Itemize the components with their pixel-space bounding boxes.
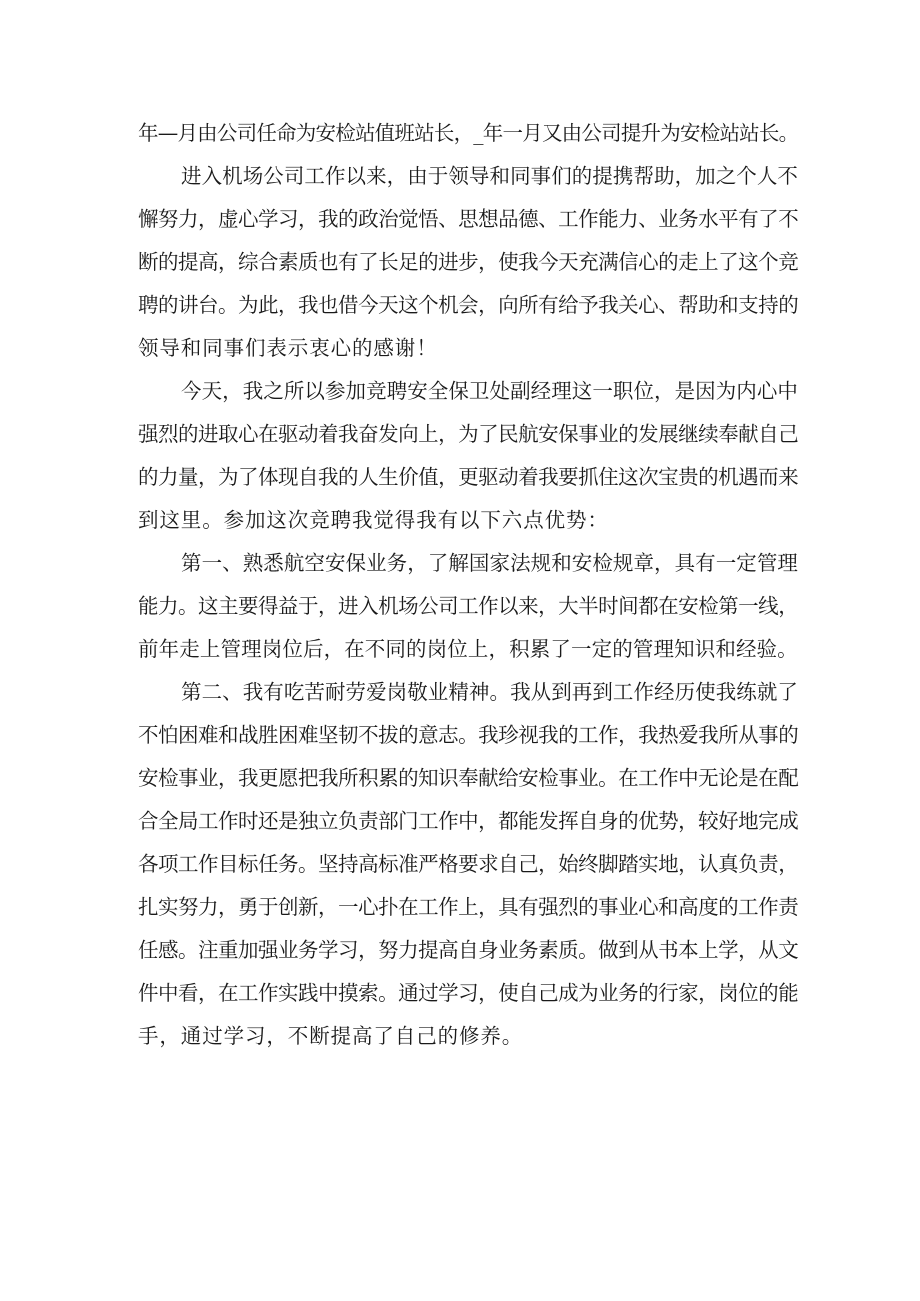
text-line: 安检事业，我更愿把我所积累的知识奉献给安检事业。在工作中无论是在配 — [138, 766, 799, 790]
text-line: 断的提高，综合素质也有了长足的进步，使我今天充满信心的走上了这个竞 — [138, 250, 799, 274]
paragraph-first-line: 今天，我之所以参加竞聘安全保卫处副经理这一职位，是因为内心中 — [181, 379, 798, 403]
text-line: 强烈的进取心在驱动着我奋发向上，为了民航安保事业的发展继续奉献自己 — [138, 422, 799, 446]
paragraph-first-line: 第一、熟悉航空安保业务，了解国家法规和安检规章，具有一定管理 — [181, 551, 798, 575]
text-line: 聘的讲台。为此，我也借今天这个机会，向所有给予我关心、帮助和支持的 — [138, 293, 799, 317]
paragraph-first-line: 进入机场公司工作以来，由于领导和同事们的提携帮助，加之个人不 — [181, 164, 798, 188]
text-line: 手，通过学习，不断提高了自己的修养。 — [138, 1024, 524, 1048]
text-line: 任感。注重加强业务学习，努力提高自身业务素质。做到从书本上学，从文 — [138, 938, 799, 962]
text-line: 的力量，为了体现自我的人生价值，更驱动着我要抓住这次宝贵的机遇而来 — [138, 465, 799, 489]
text-line: 各项工作目标任务。坚持高标准严格要求自己，始终脚踏实地，认真负责， — [138, 852, 799, 876]
text-line: 扎实努力，勇于创新，一心扑在工作上，具有强烈的事业心和高度的工作责 — [138, 895, 799, 919]
text-line: 年—月由公司任命为安检站值班站长，_年一月又由公司提升为安检站站长。 — [138, 121, 799, 145]
document-body — [138, 112, 798, 1058]
text-line: 到这里。参加这次竞聘我觉得我有以下六点优势： — [138, 508, 609, 532]
text-line: 领导和同事们表示衷心的感谢！ — [138, 336, 438, 360]
text-line: 合全局工作时还是独立负责部门工作中，都能发挥自身的优势，较好地完成 — [138, 809, 799, 833]
text-line: 不怕困难和战胜困难坚韧不拔的意志。我珍视我的工作，我热爱我所从事的 — [138, 723, 799, 747]
text-line: 件中看，在工作实践中摸索。通过学习，使自己成为业务的行家，岗位的能 — [138, 981, 799, 1005]
text-line: 懈努力，虚心学习，我的政治觉悟、思想品德、工作能力、业务水平有了不 — [138, 207, 799, 231]
paragraph-first-line: 第二、我有吃苦耐劳爱岗敬业精神。我从到再到工作经历使我练就了 — [181, 680, 798, 704]
text-line: 能力。这主要得益于，进入机场公司工作以来，大半时间都在安检第一线， — [138, 594, 799, 618]
text-line: 前年走上管理岗位后，在不同的岗位上，积累了一定的管理知识和经验。 — [138, 637, 798, 661]
